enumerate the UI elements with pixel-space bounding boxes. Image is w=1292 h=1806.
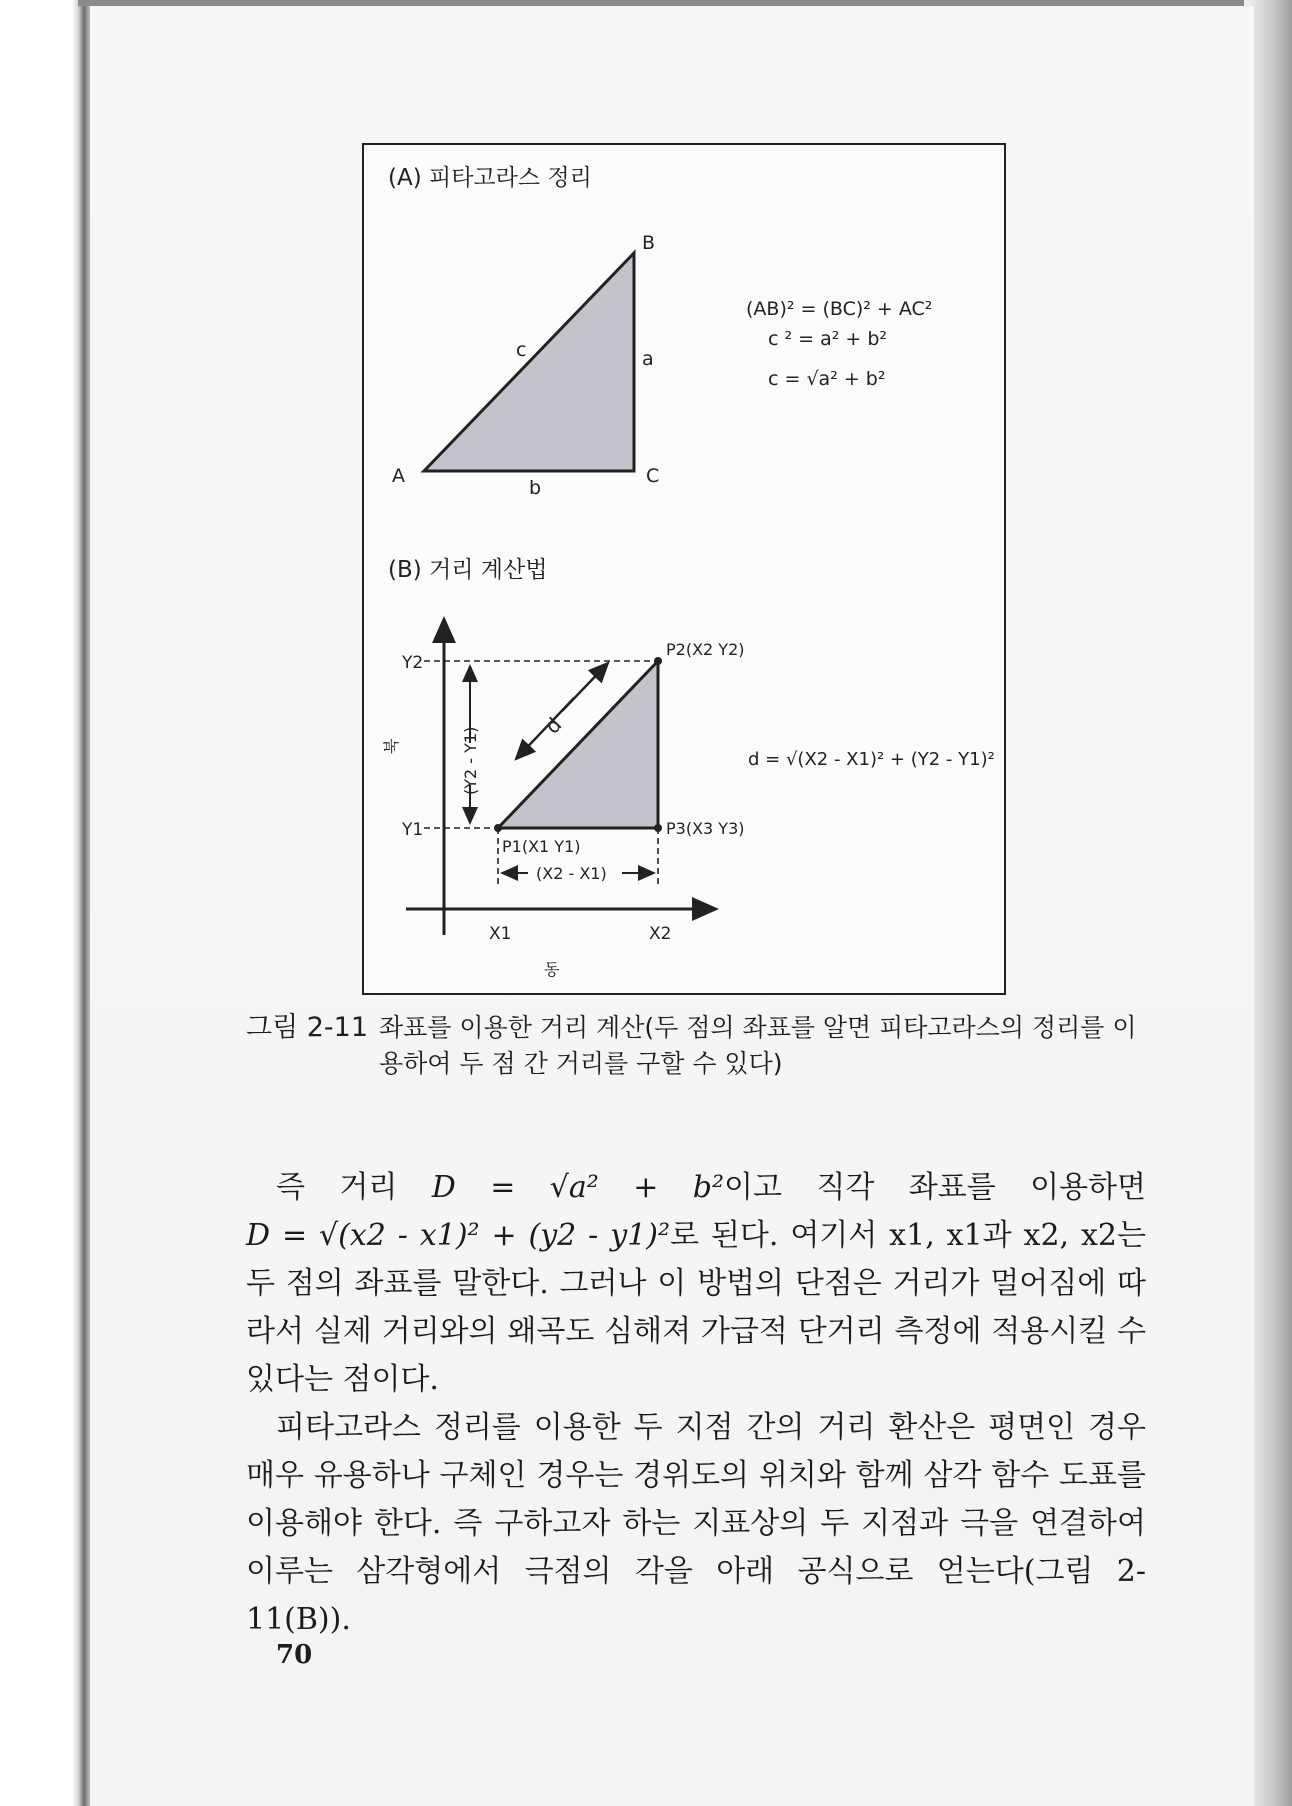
book-edge-left (0, 0, 90, 1806)
p3-label: P3(X3 Y3) (666, 819, 745, 838)
formula-line-3: c = √a² + b² (768, 368, 886, 390)
vertex-b-label: B (642, 232, 656, 254)
dx-label: (X2 - X1) (536, 864, 607, 883)
p1-end: 로 된다. 여기서 x1, x1과 x2, x2는 두 점의 좌표를 말한다. 그러나 이 방법의 단점은 거리가 멀어짐에 따라서 실제 거리와의 왜곡도 심해져 가급적 단거리 측정에 적용시킬 수 있다는 점이다. (246, 1218, 1146, 1397)
formula-d-coordinates: D = √(x2 - x1)² + (y2 - y1)² (246, 1218, 671, 1253)
east-label: 동 (544, 960, 560, 979)
distance-triangle (498, 661, 658, 828)
d-arrow-up (562, 663, 608, 711)
point-p2 (654, 657, 662, 665)
panel-b-title: (B) 거리 계산법 (388, 557, 548, 583)
body-text (246, 1164, 1146, 1644)
vertex-c-label: C (646, 465, 660, 487)
p2-label: P2(X2 Y2) (666, 640, 745, 659)
p1-label: P1(X1 Y1) (502, 837, 581, 856)
x2-label: X2 (649, 924, 672, 944)
figure-diagram (364, 145, 1004, 993)
side-a-label: a (642, 348, 654, 370)
panel-a-title: (A) 피타고라스 정리 (388, 165, 592, 191)
distance-formula: d = √(X2 - X1)² + (Y2 - Y1)² (748, 749, 995, 770)
p1-mid: 이고 직각 좌표를 이용하면 (724, 1170, 1147, 1205)
figure-2-11 (362, 143, 1006, 995)
page-number: 70 (276, 1640, 313, 1670)
formula-line-2: c ² = a² + b² (768, 328, 888, 350)
d-label: d (540, 712, 567, 739)
paragraph-2: 피타고라스 정리를 이용한 두 지점 간의 거리 환산은 평면인 경우 매우 유용하나 구체인 경우는 경위도의 위치와 함께 삼각 함수 도표를 이용해야 한다. 즉 구하고자 하는 지표상의 두 지점과 극을 연결하여 이루는 삼각형에서 극점의 각을 아래 공식으로 얻는다(그림 2-11(B)). (246, 1410, 1146, 1637)
y1-label: Y1 (402, 820, 424, 840)
caption-label: 그림 2-11 (246, 1012, 369, 1043)
paragraph-1 (246, 1164, 1146, 1404)
point-p1 (494, 824, 502, 832)
y2-label: Y2 (402, 653, 424, 673)
formula-d-pythagoras: D = √a² + b² (431, 1170, 724, 1205)
dy-label: (Y2 - Y1) (461, 726, 480, 795)
side-c-label: c (516, 339, 527, 361)
point-p3 (654, 824, 662, 832)
caption-text: 좌표를 이용한 거리 계산(두 점의 좌표를 알면 피타고라스의 정리를 이용하여 두 점 간 거리를 구할 수 있다) (379, 1013, 1137, 1078)
formula-line-1: (AB)² = (BC)² + AC² (746, 298, 933, 320)
side-b-label: b (529, 477, 542, 499)
north-label: 북 (382, 738, 401, 754)
x1-label: X1 (489, 924, 512, 944)
vertex-a-label: A (392, 465, 405, 487)
p1-start: 즉 거리 (276, 1170, 432, 1205)
pythagoras-triangle (424, 253, 634, 471)
